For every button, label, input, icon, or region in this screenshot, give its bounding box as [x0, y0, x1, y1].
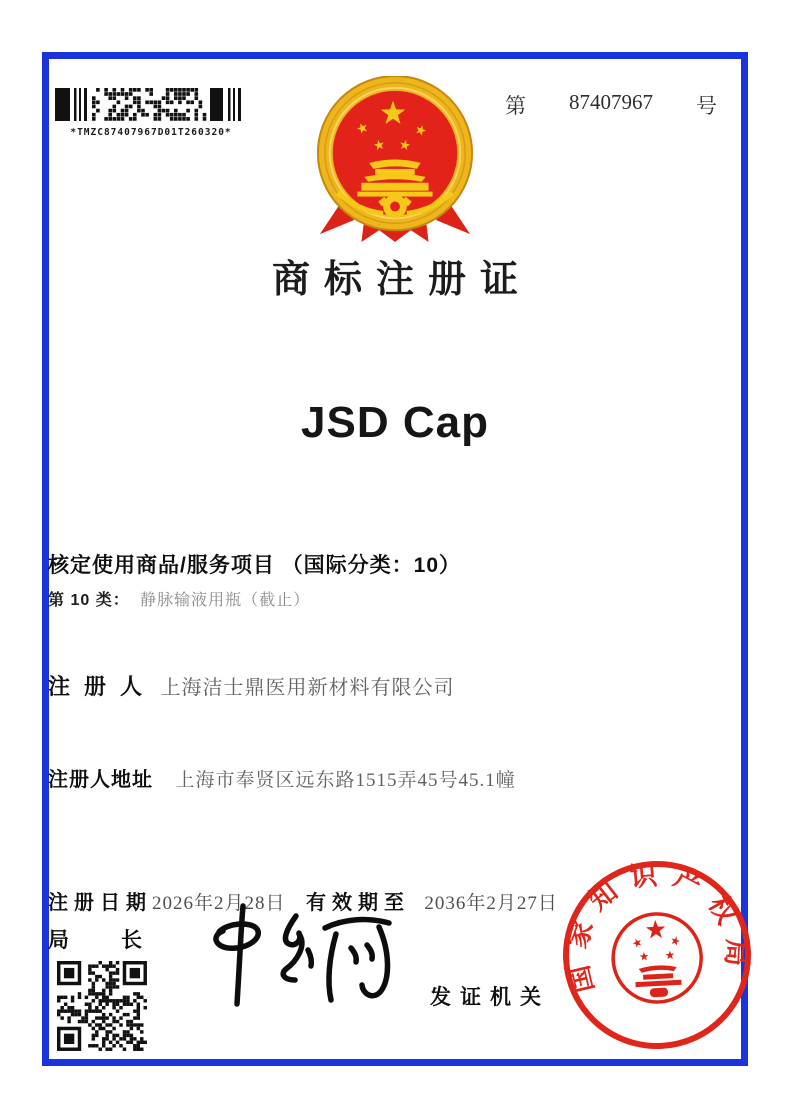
goods-heading: 核定使用商品/服务项目 （国际分类：10）: [48, 554, 462, 577]
issuer-label: 发证机关: [430, 986, 550, 1009]
certificate-number-suffix: 号: [696, 94, 717, 118]
issuer-seal: [558, 856, 756, 1054]
certificate-number-value: 87407967: [569, 90, 653, 114]
certificate-number: [505, 90, 717, 120]
trademark-name: JSD Cap: [301, 398, 489, 447]
class-goods: 静脉输液用瓶（截止）: [140, 592, 311, 609]
registration-date-value: 2026年2月28日: [152, 893, 286, 914]
registration-date-label: 注册日期: [48, 892, 152, 914]
barcode: [55, 88, 247, 138]
director-signature: [183, 900, 401, 1012]
registrant-label: 注册人: [48, 674, 157, 699]
registrant-value: 上海洁士鼎医用新材料有限公司: [160, 677, 455, 699]
class-label: 第 10 类：: [48, 592, 130, 609]
address-label: 注册人地址: [48, 769, 153, 791]
address-row: [48, 763, 516, 792]
seal-text: 国家知识产权局: [560, 859, 752, 996]
qr-code: [57, 961, 147, 1051]
director-label: 局长: [48, 929, 194, 952]
valid-until-value: 2036年2月27日: [424, 893, 558, 914]
barcode-text: *TMZC87407967D01T260320*: [70, 127, 232, 138]
document-title: 商标注册证: [271, 259, 532, 301]
valid-until-label: 有效期至: [305, 892, 410, 914]
address-value: 上海市奉贤区远东路1515弄45号45.1幢: [175, 770, 516, 791]
china-national-emblem-icon: [306, 76, 484, 246]
class-line: [48, 587, 310, 610]
registrant-row: [48, 670, 454, 701]
barcode-image: [55, 88, 247, 121]
certificate-number-prefix: 第: [505, 94, 526, 118]
